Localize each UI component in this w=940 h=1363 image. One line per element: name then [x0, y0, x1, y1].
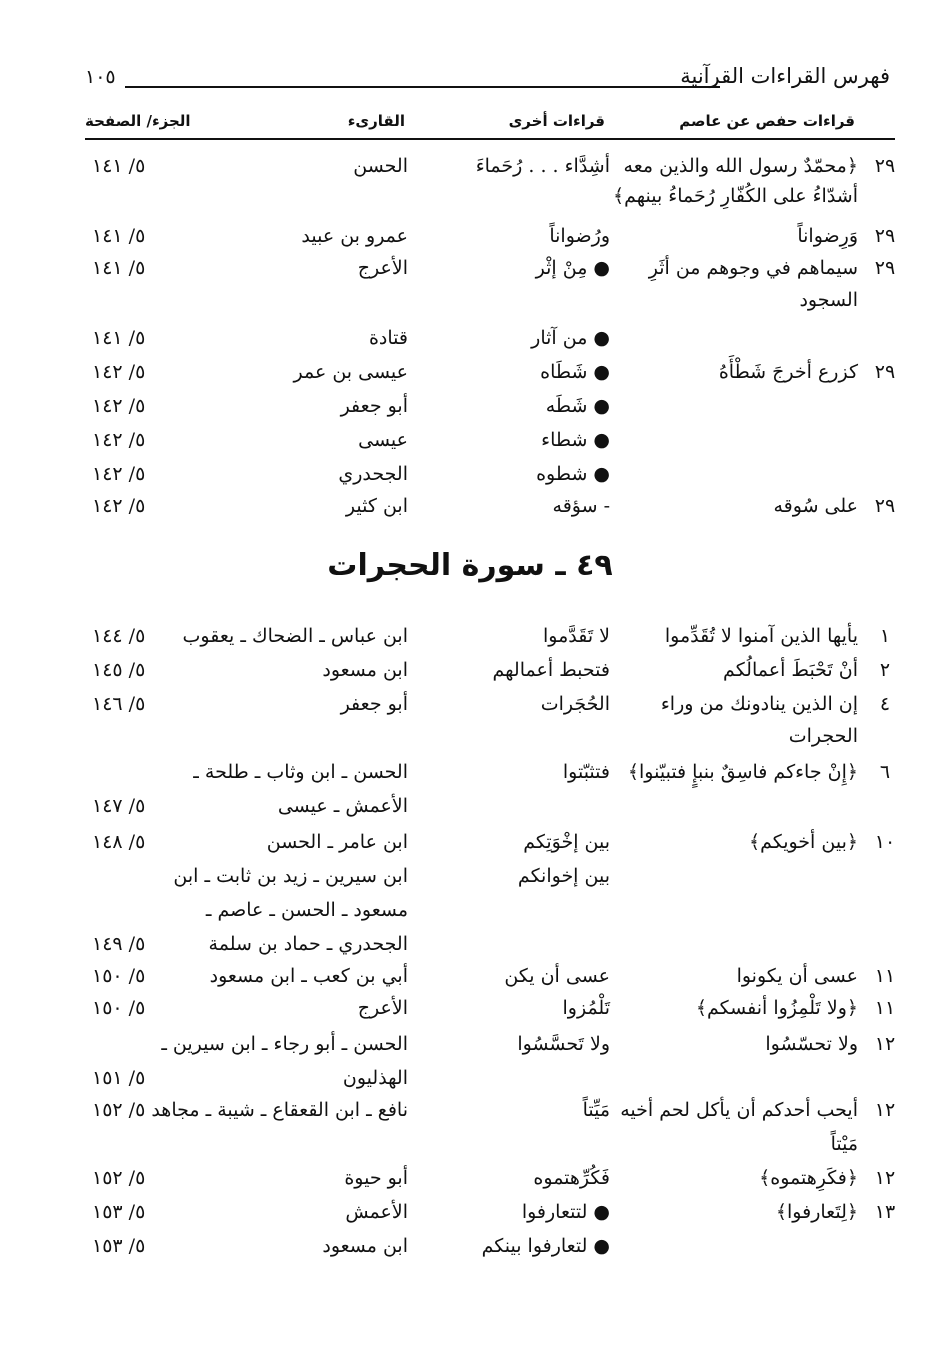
hafs-reading: عسى أن يكونوا: [736, 965, 858, 987]
reader-name: الجحدري ـ حماد بن سلمة: [208, 933, 408, 955]
verse-number: ٢: [879, 659, 891, 681]
header-rule: [125, 86, 720, 88]
other-reading: عسى أن يكن: [504, 965, 610, 987]
other-reading: ولا تَحسَّسُوا: [517, 1033, 610, 1055]
other-reading: ● شَطَاه: [540, 361, 610, 383]
volume-page-ref: ٥/ ١٤٢: [92, 361, 146, 383]
volume-page-ref: ٥/ ١٤١: [92, 225, 146, 247]
verse-number: ٢٩: [874, 225, 896, 247]
other-reading: ● لتعارفوا بينكم: [481, 1235, 610, 1257]
other-reading: فتحبط أعمالهم: [492, 659, 610, 681]
page-number: ١٠٥: [85, 66, 116, 88]
column-header-other-readings: قراءات أخرى: [508, 112, 605, 130]
verse-number: ٢٩: [874, 257, 896, 279]
hafs-reading: يأيها الذين آمنوا لا تُقَدِّموا: [664, 625, 858, 647]
other-reading: ● من آثار: [531, 327, 610, 349]
volume-page-ref: ٥/ ١٤١: [92, 327, 146, 349]
volume-page-ref: ٥/ ١٤١: [92, 155, 146, 177]
verse-number: ١٢: [874, 1167, 896, 1189]
reader-name: ابن عباس ـ الضحاك ـ يعقوب: [182, 625, 408, 647]
verse-number: ٢٩: [874, 155, 896, 177]
reader-name: ابن مسعود: [322, 659, 408, 681]
reader-name: عيسى: [358, 429, 408, 451]
reader-name: أبو جعفر: [340, 693, 408, 715]
reader-name: ابن مسعود: [322, 1235, 408, 1257]
reader-name: أبو جعفر: [340, 395, 408, 417]
hafs-reading: أشدّاءُ على الكُفّارِ رُحَماءُ بينهم﴾: [612, 185, 858, 207]
hafs-reading: ﴿محمّدٌ رسول الله والذين معه: [623, 155, 858, 177]
other-reading: ● مِنْ إثْر: [535, 257, 610, 279]
other-reading: بين إخْوَتِكم: [523, 831, 610, 853]
other-reading: تَلْمُزوا: [562, 997, 610, 1019]
reader-name: الأعمش: [345, 1201, 408, 1223]
hafs-reading: ﴿بين أخويكم﴾: [748, 831, 858, 853]
reader-name: نافع ـ ابن القعقاع ـ شيبة ـ مجاهد: [151, 1099, 408, 1121]
volume-page-ref: ٥/ ١٤٢: [92, 495, 146, 517]
hafs-reading: سيماهم في وجوهم من أثَرِ: [648, 257, 858, 279]
reader-name: قتادة: [368, 327, 408, 349]
running-title: فهرس القراءات القرآنية: [680, 64, 890, 88]
reader-name: الأعرج: [357, 997, 408, 1019]
hafs-reading: مَيْتاً: [830, 1133, 858, 1155]
other-reading: فتثبّتوا: [562, 761, 610, 783]
verse-number: ٦: [879, 761, 891, 783]
volume-page-ref: ٥/ ١٥٠: [92, 965, 146, 987]
reader-name: أبي بن كعب ـ ابن مسعود: [209, 965, 408, 987]
reader-name: الأعمش ـ عيسى: [277, 795, 408, 817]
hafs-reading: ولا تحسّسُوا: [765, 1033, 858, 1055]
reader-name: ابن كثير: [345, 495, 408, 517]
hafs-reading: إن الذين ينادونك من وراء: [660, 693, 858, 715]
reader-name: الحسن ـ ابن وثاب ـ طلحة ـ: [193, 761, 408, 783]
hafs-reading: على سُوقه: [773, 495, 858, 517]
column-headers: [85, 110, 895, 140]
surah-heading: ٤٩ ـ سورة الحجرات: [327, 548, 613, 583]
verse-number: ١١: [874, 997, 896, 1019]
volume-page-ref: ٥/ ١٤٦: [92, 693, 146, 715]
volume-page-ref: ٥/ ١٤٥: [92, 659, 146, 681]
running-header: [85, 60, 890, 100]
verse-number: ٤: [879, 693, 891, 715]
other-reading: مَيِّتاً: [582, 1099, 610, 1121]
hafs-reading: كزرع أخرجَ شَطْأَهُ: [718, 361, 858, 383]
volume-page-ref: ٥/ ١٥١: [92, 1067, 146, 1089]
verse-number: ١٠: [874, 831, 896, 853]
other-reading: ● شطاء: [541, 429, 610, 451]
hafs-reading: ﴿فكَرِهتموه﴾: [759, 1167, 858, 1189]
verse-number: ١٣: [874, 1201, 896, 1223]
reader-name: أبو حيوة: [344, 1167, 408, 1189]
reader-name: ابن عامر ـ الحسن: [266, 831, 408, 853]
other-reading: ● شَطَه: [545, 395, 610, 417]
hafs-reading: وَرِضواناً: [797, 225, 858, 247]
column-header-hafs: قراءات حفص عن عاصم: [679, 112, 855, 130]
volume-page-ref: ٥/ ١٤٧: [92, 795, 146, 817]
verse-number: ١٢: [874, 1099, 896, 1121]
reader-name: الحسن: [353, 155, 408, 177]
volume-page-ref: ٥/ ١٤٢: [92, 429, 146, 451]
verse-number: ١٢: [874, 1033, 896, 1055]
other-reading: بين إخوانكم: [517, 865, 610, 887]
volume-page-ref: ٥/ ١٥٣: [92, 1235, 146, 1257]
volume-page-ref: ٥/ ١٤٤: [92, 625, 146, 647]
other-reading: - سؤقه: [552, 495, 610, 517]
hafs-reading: ﴿إِنْ جاءكم فاسِقٌ بنبإٍ فتبيّنوا﴾: [627, 761, 858, 783]
other-reading: الحُجَرات: [540, 693, 610, 715]
volume-page-ref: ٥/ ١٤٩: [92, 933, 146, 955]
hafs-reading: السجود: [799, 289, 858, 311]
reader-name: عيسى بن عمر: [293, 361, 408, 383]
verse-number: ١١: [874, 965, 896, 987]
reader-name: الحسن ـ أبو رجاء ـ ابن سيرين ـ: [161, 1033, 408, 1055]
volume-page-ref: ٥/ ١٤٢: [92, 463, 146, 485]
other-reading: ورُضواناً: [549, 225, 610, 247]
reader-name: ابن سيرين ـ زيد بن ثابت ـ ابن: [173, 865, 408, 887]
hafs-reading: أيحب أحدكم أن يأكل لحم أخيه: [620, 1099, 858, 1121]
reader-name: الجحدري: [338, 463, 408, 485]
other-reading: لا تَقَدَّموا: [542, 625, 610, 647]
reader-name: عمرو بن عبيد: [301, 225, 408, 247]
volume-page-ref: ٥/ ١٤١: [92, 257, 146, 279]
reader-name: الهذليون: [342, 1067, 408, 1089]
verse-number: ٢٩: [874, 495, 896, 517]
other-reading: ● شطوه: [536, 463, 610, 485]
verse-number: ١: [879, 625, 891, 647]
hafs-reading: ﴿لِتَعارفوا﴾: [775, 1201, 858, 1223]
column-header-reader: القارىء: [347, 112, 405, 130]
volume-page-ref: ٥/ ١٥٠: [92, 997, 146, 1019]
reader-name: مسعود ـ الحسن ـ عاصم ـ: [205, 899, 408, 921]
verse-number: ٢٩: [874, 361, 896, 383]
hafs-reading: أنْ تَحْبَطَ أعمالُكم: [723, 659, 858, 681]
hafs-reading: ﴿ولا تَلْمِزُوا أنفسكم﴾: [695, 997, 858, 1019]
volume-page-ref: ٥/ ١٥٢: [92, 1099, 146, 1121]
other-reading: أشِدَّاء . . . رُحَماءَ: [475, 155, 610, 177]
column-header-volume-page: الجزء/ الصفحة: [85, 112, 191, 130]
volume-page-ref: ٥/ ١٤٨: [92, 831, 146, 853]
reader-name: الأعرج: [357, 257, 408, 279]
other-reading: فَكُرِّهتموه: [533, 1167, 610, 1189]
volume-page-ref: ٥/ ١٥٣: [92, 1201, 146, 1223]
hafs-reading: الحجرات: [788, 725, 858, 747]
volume-page-ref: ٥/ ١٥٢: [92, 1167, 146, 1189]
other-reading: ● لتتعارفوا: [521, 1201, 610, 1223]
volume-page-ref: ٥/ ١٤٢: [92, 395, 146, 417]
